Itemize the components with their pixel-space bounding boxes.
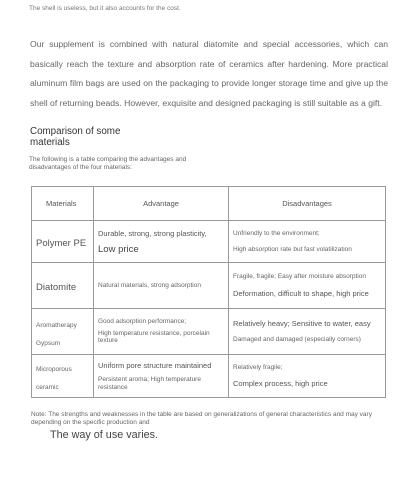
section-heading: Comparison of some materials (30, 126, 121, 148)
disadvantage-cell (229, 355, 386, 398)
intro-paragraph: Our supplement is combined with natural diatomite and special accessories, which can basically reach the texture and absorption rate of ceramics after hardening. More practical aluminum film bags are used on the packaging to provide longer storage time and give up the shell of returning beads. However, exquisite and designed packaging is still suitable as a gift. (30, 39, 388, 108)
table-header-row (32, 187, 386, 221)
advantage-text: High temperature resistance, porcelain texture (98, 329, 210, 345)
material-cell (32, 355, 94, 398)
advantage-cell (94, 355, 229, 398)
advantage-text: Persistent aroma; High temperature resistance (98, 376, 201, 391)
table-row (32, 263, 386, 309)
disadvantage-text: Unfriendly to the environment; (233, 230, 320, 237)
advantage-cell (94, 263, 229, 309)
disadvantage-text: Relatively fragile; (233, 363, 283, 371)
disadvantage-cell (229, 263, 386, 309)
disadvantage-text: High absorption rate but fast volatilization (233, 245, 352, 253)
material-name: Microporous ceramic (36, 366, 72, 391)
advantage-cell (94, 221, 229, 263)
table-row (32, 221, 386, 263)
material-cell (32, 309, 94, 355)
advantage-text: Durable, strong, strong plasticity, (98, 228, 207, 238)
closing-line: The way of use varies. (50, 429, 159, 441)
header-advantages: Advantage (94, 187, 229, 221)
disadvantage-cell (229, 309, 386, 355)
table-intro-note: The following is a table comparing the advantages and disadvantages of the four materials: (29, 156, 187, 171)
material-cell (32, 221, 94, 263)
advantage-text: Uniform pore structure maintained (98, 361, 212, 370)
header-disadvantages: Disadvantages (229, 187, 386, 221)
header-materials: Materials (32, 187, 94, 221)
material-cell (32, 263, 94, 309)
advantage-text: Low price (98, 243, 139, 255)
table-row (32, 355, 386, 398)
comparison-table (31, 186, 386, 398)
material-name: Polymer PE (36, 237, 87, 249)
disadvantage-text: Relatively heavy; Sensitive to water, easy (233, 319, 371, 329)
material-name: Aromatherapy Gypsum (36, 321, 77, 347)
disadvantage-text: Fragile, fragile; Easy after moisture absorption (233, 273, 366, 281)
disadvantage-text: Complex process, high price (233, 379, 328, 389)
disadvantage-cell (229, 221, 386, 263)
table-row (32, 309, 386, 355)
advantage-text: Natural materials, strong adsorption (98, 281, 201, 289)
top-note: The shell is useless, but it also accounts for the cost. (29, 5, 181, 12)
disadvantage-text: Deformation, difficult to shape, high price (233, 288, 369, 298)
advantage-text: Good adsorption performance; (98, 318, 187, 326)
advantage-cell (94, 309, 229, 355)
material-name: Diatomite (36, 281, 77, 293)
disadvantage-text: Damaged and damaged (especially corners) (233, 336, 361, 344)
footnote: Note: The strengths and weaknesses in the table are based on generalizations of general characteristics and may vary depending on the specific production and (31, 411, 372, 426)
